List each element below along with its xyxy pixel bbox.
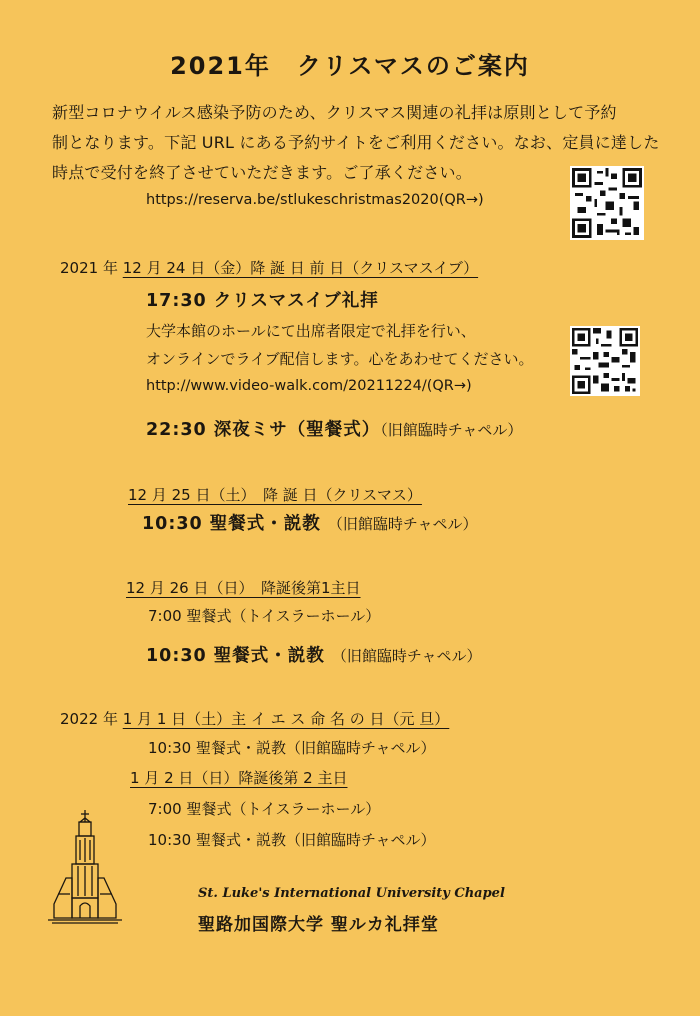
- jan2-date-heading: 1 月 2 日（日）降誕後第 2 主日: [130, 769, 348, 787]
- dec26-main-service: [146, 642, 481, 667]
- jan1-date-line: [60, 708, 449, 729]
- reservation-url[interactable]: https://reserva.be/stlukeschristmas2020(QR→): [146, 192, 484, 208]
- chapel-name-japanese: 聖路加国際大学 聖ルカ礼拝堂: [198, 915, 439, 935]
- intro-paragraph: [52, 98, 660, 188]
- event-location: （旧館臨時チャペル）: [331, 647, 482, 665]
- dec24-date-line: [60, 257, 478, 278]
- christmas-eve-service: 17:30 クリスマスイブ礼拝: [146, 291, 379, 311]
- dec26-early-service: 7:00 聖餐式（トイスラーホール）: [148, 607, 381, 625]
- event-title: 22:30 深夜ミサ（聖餐式）: [146, 420, 381, 440]
- jan1-service: 10:30 聖餐式・説教（旧館臨時チャペル）: [148, 739, 436, 757]
- event-title: 10:30 聖餐式・説教: [146, 646, 325, 666]
- christmas-day-service: [142, 510, 477, 535]
- jan2-early-service: 7:00 聖餐式（トイスラーホール）: [148, 800, 381, 818]
- chapel-name-english: St. Luke's International University Chapel: [198, 886, 505, 901]
- year-label: 2022 年: [60, 710, 118, 728]
- livestream-url[interactable]: http://www.video-walk.com/20211224/(QR→): [146, 378, 472, 394]
- livestream-qr-icon[interactable]: [570, 326, 640, 396]
- year-label: 2021 年: [60, 259, 118, 277]
- midnight-mass-service: [146, 416, 522, 441]
- intro-line: 制となります。下記 URL にある予約サイトをご利用ください。なお、定員に達した: [52, 133, 660, 152]
- reservation-qr-icon[interactable]: [570, 166, 644, 240]
- eve-description-line: 大学本館のホールにて出席者限定で礼拝を行い、: [146, 322, 476, 340]
- intro-line: 新型コロナウイルス感染予防のため、クリスマス関連の礼拝は原則として予約: [52, 103, 617, 122]
- dec26-date-heading: 12 月 26 日（日） 降誕後第1主日: [126, 579, 361, 597]
- event-title: 10:30 聖餐式・説教: [142, 514, 321, 534]
- date-heading: 12 月 24 日（金）降 誕 日 前 日（クリスマスイブ）: [122, 259, 479, 277]
- eve-description-line: オンラインでライブ配信します。心をあわせてください。: [146, 350, 534, 368]
- event-location: （旧館臨時チャペル）: [327, 515, 478, 533]
- date-heading: 1 月 1 日（土）主 イ エ ス 命 名 の 日（元 旦）: [122, 710, 450, 728]
- jan2-main-service: 10:30 聖餐式・説教（旧館臨時チャペル）: [148, 831, 436, 849]
- chapel-tower-icon: [48, 808, 122, 924]
- intro-line: 時点で受付を終了させていただきます。ご了承ください。: [52, 163, 472, 182]
- page-title: 2021年 クリスマスのご案内: [170, 52, 530, 80]
- event-location: （旧館臨時チャペル）: [380, 421, 523, 439]
- dec25-date-heading: 12 月 25 日（土） 降 誕 日（クリスマス）: [128, 486, 422, 504]
